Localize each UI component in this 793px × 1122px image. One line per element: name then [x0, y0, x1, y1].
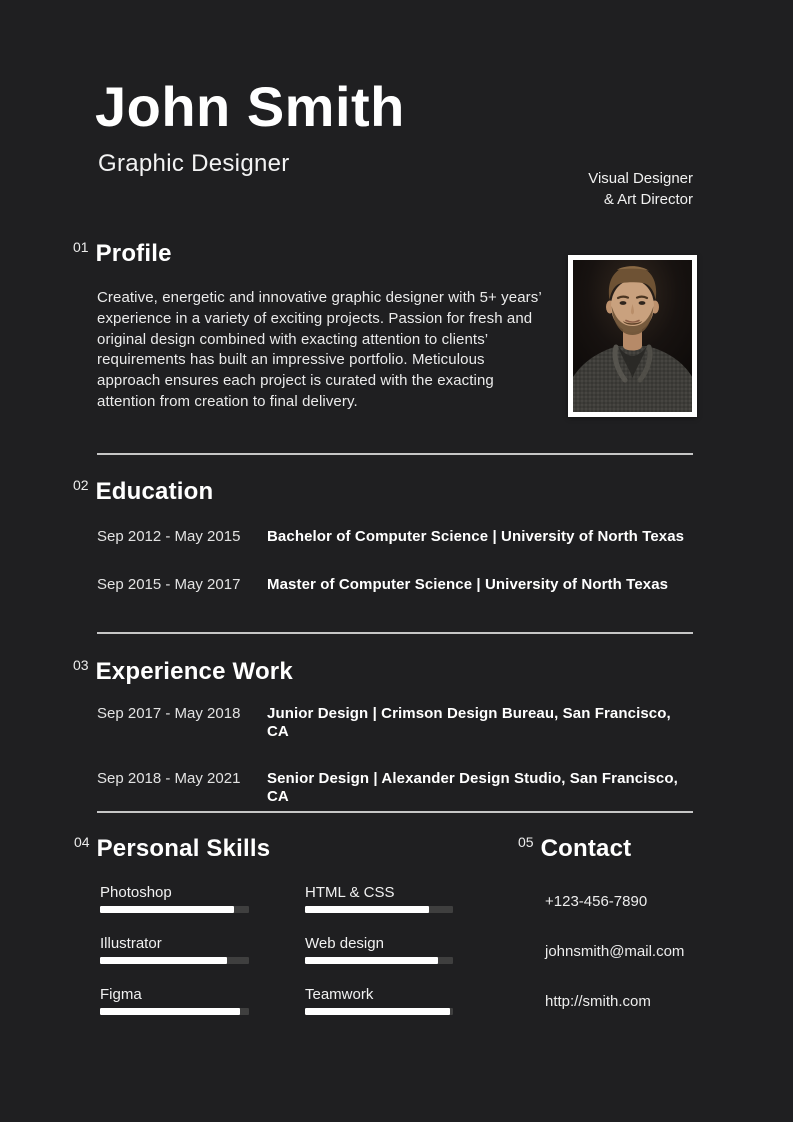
skills-column-right	[305, 884, 453, 1037]
skill-bar-fill	[305, 1008, 450, 1015]
education-section-heading	[73, 478, 213, 506]
contact-item-email: johnsmith@mail.com	[545, 943, 685, 960]
skills-section-heading	[74, 835, 270, 863]
skill-bar	[100, 1008, 249, 1015]
skill-item	[100, 935, 249, 964]
contact-item-website: http://smith.com	[545, 993, 651, 1010]
skill-bar	[305, 906, 453, 913]
experience-section-title: Experience Work	[95, 658, 293, 685]
skill-item	[100, 884, 249, 913]
row-dates: Sep 2018 - May 2021	[97, 770, 241, 787]
education-row	[97, 576, 693, 594]
divider	[97, 811, 693, 813]
skill-bar-fill	[100, 957, 227, 964]
experience-row	[97, 770, 693, 806]
row-dates: Sep 2012 - May 2015	[97, 528, 241, 545]
skill-item	[100, 986, 249, 1015]
job-title: Graphic Designer	[98, 150, 290, 177]
divider	[97, 453, 693, 455]
experience-row	[97, 705, 693, 741]
skill-bar	[305, 1008, 453, 1015]
skills-column-left	[100, 884, 249, 1037]
skill-label: HTML & CSS	[305, 884, 395, 901]
divider	[97, 632, 693, 634]
skill-bar-fill	[100, 1008, 240, 1015]
skill-item	[305, 884, 453, 913]
profile-section-heading	[73, 240, 172, 268]
profile-section-number: 01	[73, 239, 89, 255]
profile-section-title: Profile	[95, 240, 172, 267]
skill-label: Illustrator	[100, 935, 162, 952]
skill-bar	[305, 957, 453, 964]
tagline-line-2: & Art Director	[603, 191, 693, 208]
experience-section-heading	[73, 658, 293, 686]
experience-rows	[97, 705, 693, 835]
education-rows	[97, 528, 693, 624]
row-dates: Sep 2017 - May 2018	[97, 705, 241, 722]
skill-label: Photoshop	[100, 884, 172, 901]
portrait-photo	[568, 255, 697, 417]
row-detail: Senior Design | Alexander Design Studio, San Francisco, CA	[267, 770, 678, 805]
skill-bar-fill	[305, 957, 438, 964]
tagline-line-1: Visual Designer	[588, 170, 693, 187]
education-section-number: 02	[73, 477, 89, 493]
experience-section-number: 03	[73, 657, 89, 673]
education-row	[97, 528, 693, 546]
skill-bar	[100, 957, 249, 964]
contact-section-heading	[518, 835, 631, 863]
contact-section-title: Contact	[540, 835, 632, 862]
tagline	[588, 168, 693, 210]
contact-list	[545, 893, 684, 1043]
person-name: John Smith	[95, 75, 405, 138]
skills-section-title: Personal Skills	[96, 835, 271, 862]
portrait-illustration	[573, 260, 692, 412]
skills-section-number: 04	[74, 834, 90, 850]
skill-item	[305, 986, 453, 1015]
skill-item	[305, 935, 453, 964]
skill-bar-fill	[100, 906, 234, 913]
contact-item-phone: +123-456-7890	[545, 893, 648, 910]
row-detail: Bachelor of Computer Science | University of North Texas	[267, 528, 685, 545]
skill-bar	[100, 906, 249, 913]
profile-paragraph: Creative, energetic and innovative graphic designer with 5+ years’ experience in a variety of exciting projects. Passion for fresh and original design combined with exacting attention to clients’ requirements has built an impressive portfolio. Meticulous approach ensures each project is curated with the exacting attention from creation to final delivery.	[97, 289, 542, 410]
skill-bar-fill	[305, 906, 429, 913]
row-dates: Sep 2015 - May 2017	[97, 576, 241, 593]
row-detail: Master of Computer Science | University of North Texas	[267, 576, 669, 593]
education-section-title: Education	[95, 478, 214, 505]
skill-label: Teamwork	[305, 986, 374, 1003]
contact-section-number: 05	[518, 834, 534, 850]
skill-label: Web design	[305, 935, 384, 952]
skill-label: Figma	[100, 986, 142, 1003]
row-detail: Junior Design | Crimson Design Bureau, San Francisco, CA	[267, 705, 671, 740]
